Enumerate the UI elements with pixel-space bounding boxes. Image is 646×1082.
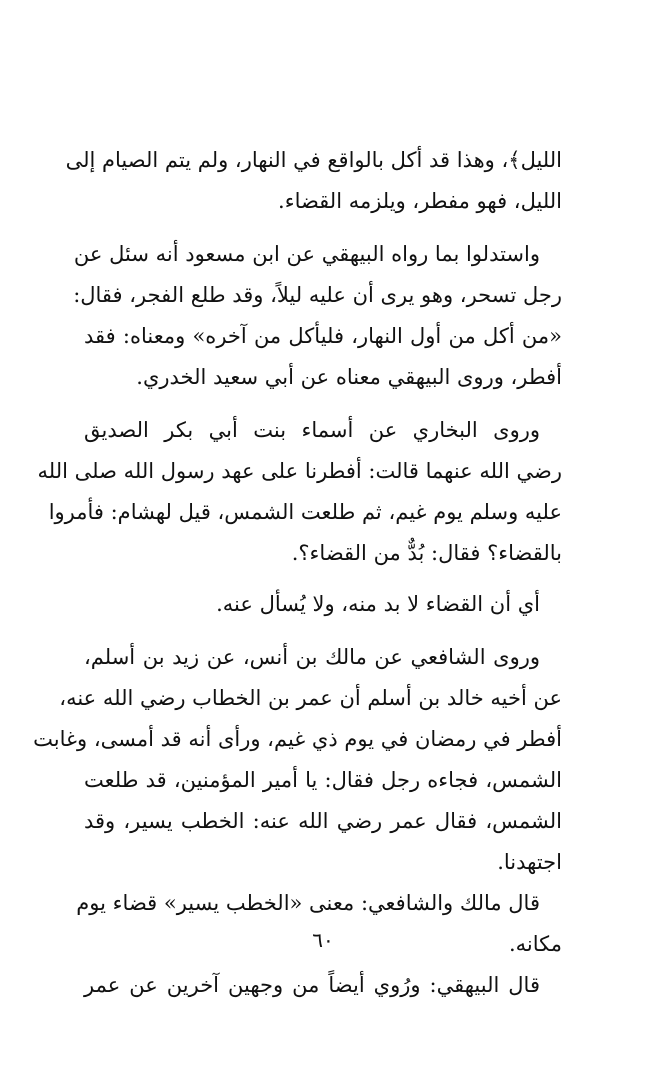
text-line: مكانه. <box>508 932 562 956</box>
text-line: وروى البخاري عن أسماء بنت أبي بكر الصديق <box>84 418 540 442</box>
text-line: قال مالك والشافعي: معنى «الخطب يسير» قضاء يوم <box>76 891 540 915</box>
text-line: الشمس، فقال عمر رضي الله عنه: الخطب يسير، وقد <box>84 809 562 833</box>
text-line: قال البيهقي: ورُوي أيضاً من وجهين آخرين عن عمر <box>84 973 540 997</box>
text-line: عليه وسلم يوم غيم، ثم طلعت الشمس، قيل لهشام: فأمروا <box>48 500 562 524</box>
paragraph <box>33 637 562 883</box>
text-line: عن أخيه خالد بن أسلم أن عمر بن الخطاب رضي الله عنه، <box>59 686 562 710</box>
text-line: رضي الله عنهما قالت: أفطرنا على عهد رسول الله صلى الله <box>37 459 562 483</box>
text-line: وروى الشافعي عن مالك بن أنس، عن زيد بن أسلم، <box>84 645 540 669</box>
paragraph <box>65 140 562 222</box>
text-line: الليل، فهو مفطر، ويلزمه القضاء. <box>278 189 562 213</box>
text-line: الشمس، فجاءه رجل فقال: يا أمير المؤمنين، قد طلعت <box>84 768 562 792</box>
paragraph <box>37 410 562 574</box>
text-line: أفطر، وروى البيهقي معناه عن أبي سعيد الخدري. <box>136 365 562 389</box>
page-number: ٦٠ <box>312 928 334 952</box>
text-line: بالقضاء؟ فقال: بُدٌّ من القضاء؟. <box>291 541 562 565</box>
text-line: واستدلوا بما رواه البيهقي عن ابن مسعود أنه سئل عن <box>73 242 540 266</box>
text-line: أي أن القضاء لا بد منه، ولا يُسأل عنه. <box>216 592 540 616</box>
paragraph <box>73 234 562 398</box>
text-line: «من أكل من أول النهار، فليأكل من آخره» ومعناه: فقد <box>84 324 562 348</box>
text-line: اجتهدنا. <box>497 850 562 874</box>
text-line: الليل﴾، وهذا قد أكل بالواقع في النهار، ولم يتم الصيام إلى <box>65 148 562 172</box>
text-line: رجل تسحر، وهو يرى أن عليه ليلاً، وقد طلع الفجر، فقال: <box>73 283 562 307</box>
page-body <box>33 140 562 1006</box>
text-line: أفطر في رمضان في يوم ذي غيم، ورأى أنه قد أمسى، وغابت <box>33 727 562 751</box>
paragraph <box>84 584 562 625</box>
paragraph <box>84 965 562 1006</box>
